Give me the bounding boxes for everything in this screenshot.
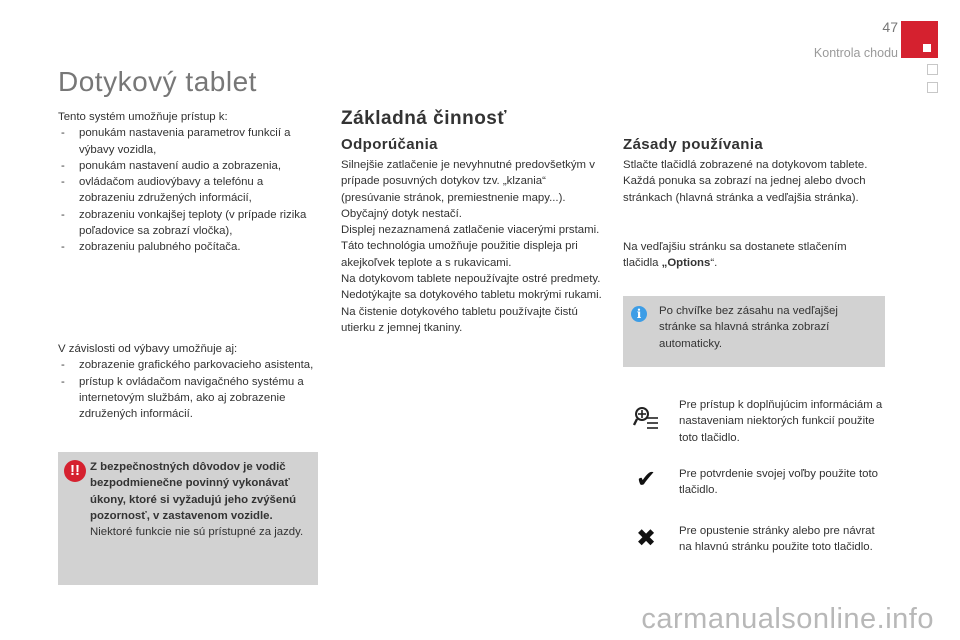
cross-icon: ✖	[636, 525, 657, 552]
list-item: - ovládačom audiovýbavy a telefónu a zobrazeniu združených informácií,	[58, 174, 318, 207]
intro-text-2: V závislosti od výbavy umožňuje aj:	[58, 343, 238, 355]
list-item: - ponukám nastavení audio a zobrazenia,	[58, 158, 318, 174]
intro-text: Tento systém umožňuje prístup k:	[58, 111, 228, 123]
paragraph-line: Displej nezaznamená zatlačenie viacerými prstami.	[341, 224, 600, 237]
options-label: „Options	[661, 257, 711, 270]
warning-text: Niektoré funkcie nie sú prístupné za jazdy.	[90, 526, 304, 539]
usage-text: Stlačte tlačidlá zobrazené na dotykovom tablete. Každá ponuka sa zobrazí na jednej alebo dvoch stránkach (hlavná stránka a vedľajšia stránka).	[623, 159, 868, 204]
additional-block	[58, 341, 318, 422]
intro-block	[58, 109, 318, 256]
list-item: - ponukám nastavenia parametrov funkcií a výbavy vozidla,	[58, 125, 318, 158]
options-icon	[632, 404, 662, 434]
info-box	[623, 296, 885, 367]
info-text: Po chvíľke bez zásahu na vedľajšej stránke sa hlavná stránka zobrazí automaticky.	[659, 305, 838, 350]
warning-icon: !!	[64, 460, 86, 482]
info-icon: i	[631, 306, 647, 322]
options-button-description: Pre prístup k doplňujúcim informáciám a nastaveniam niektorých funkcií použite toto tlačidlo.	[679, 399, 883, 444]
options-text: Na vedľajšiu stránku sa dostanete stlačením tlačidla „Options“.	[623, 241, 847, 270]
watermark: carmanualsonline.info	[641, 603, 934, 635]
exit-button-description: Pre opustenie stránky alebo pre návrat na hlavnú stránku použite toto tlačidlo.	[679, 525, 875, 554]
list-item: - zobrazeniu palubného počítača.	[58, 239, 318, 255]
list-item: - zobrazenie grafického parkovacieho asistenta,	[58, 357, 318, 373]
chapter-tab[interactable]	[901, 21, 938, 58]
paragraph-line: Silnejšie zatlačenie je nevyhnutné predovšetkým v prípade posuvných dotykov tzv. „klzania“ (presúvanie stránok, premiestnenie mapy...). Obyčajný dotyk nestačí.	[341, 159, 595, 220]
subheading-usage: Zásady používania	[623, 136, 764, 153]
chapter-marker-2	[927, 82, 938, 93]
feature-list	[58, 125, 318, 255]
section-title: Kontrola chodu	[813, 46, 898, 60]
paragraph-line: Na dotykovom tablete nepoužívajte ostré predmety.	[341, 273, 601, 286]
confirm-button-description: Pre potvrdenie svojej voľby použite toto tlačidlo.	[679, 468, 878, 497]
recommendations-text	[341, 157, 603, 336]
paragraph-line: Táto technológia umožňuje použitie displeja pri akejkoľvek teplote a s rukavicami.	[341, 240, 578, 269]
subheading-recommendations: Odporúčania	[341, 136, 438, 153]
paragraph-line: Nedotýkajte sa dotykového tabletu mokrými rukami.	[341, 289, 602, 302]
feature-list-2	[58, 357, 318, 422]
section-heading: Základná činnosť	[341, 108, 507, 129]
page-number: 47	[882, 19, 898, 35]
warning-bold-text: Z bezpečnostných dôvodov je vodič bezpodmienečne povinný vykonávať úkony, ktoré si vyžadujú jeho zvýšenú pozornosť, v zastavenom vozidle.	[90, 461, 297, 522]
check-icon: ✔	[636, 466, 657, 493]
list-item: - prístup k ovládačom navigačného systému a internetovým službám, ako aj zobrazenie združených informácií.	[58, 374, 318, 423]
page-title: Dotykový tablet	[58, 66, 257, 97]
warning-box	[58, 452, 318, 585]
list-item: - zobrazeniu vonkajšej teploty (v prípade rizika poľadovice sa zobrazí vločka),	[58, 207, 318, 240]
paragraph-line: Na čistenie dotykového tabletu používajte čistú utierku z jemnej tkaniny.	[341, 305, 578, 334]
chapter-marker-1	[927, 64, 938, 75]
